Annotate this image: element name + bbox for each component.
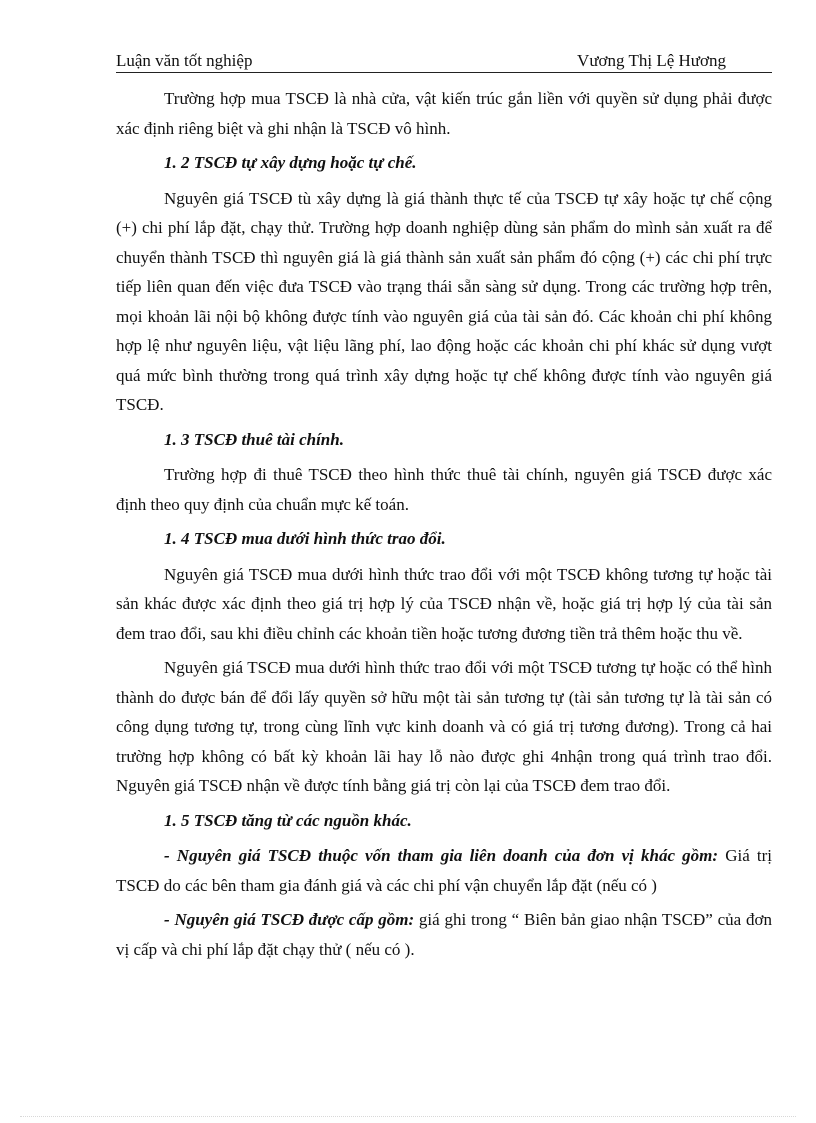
paragraph-finance-lease: Trường hợp đi thuê TSCĐ theo hình thức thuê tài chính, nguyên giá TSCĐ được xác định theo quy định của chuẩn mực kế toán. [116, 465, 772, 514]
document-body [116, 84, 772, 969]
header-author-name: Vương Thị Lệ Hương [577, 51, 726, 70]
heading-1-4: 1. 4 TSCĐ mua dưới hình thức trao đổi. [164, 529, 446, 548]
list-item-joint-venture-text: Giá trị TSCĐ do các bên tham gia đánh giá và các chi phí vận chuyển lắp đặt (nếu có ) [116, 846, 773, 895]
list-item-granted [116, 905, 772, 964]
page-header [116, 50, 772, 73]
heading-1-3: 1. 3 TSCĐ thuê tài chính. [164, 429, 344, 449]
header-thesis-label: Luận văn tốt nghiệp [116, 51, 253, 70]
page-bottom-divider [20, 1116, 796, 1118]
list-item-joint-venture-label: - Nguyên giá TSCĐ thuộc vốn tham gia liên doanh của đơn vị khác gồm: [164, 846, 719, 865]
heading-1-2: 1. 2 TSCĐ tự xây dựng hoặc tự chế. [164, 153, 417, 172]
list-item-granted-text: giá ghi trong “ Biên bản giao nhận TSCĐ” của đơn vị cấp và chi phí lắp đặt chạy thử ( nếu có ). [116, 910, 772, 959]
heading-1-5: 1. 5 TSCĐ tăng từ các nguồn khác. [164, 810, 412, 830]
list-item-joint-venture [116, 841, 772, 900]
paragraph-exchange-dissimilar: Nguyên giá TSCĐ mua dưới hình thức trao đổi với một TSCĐ không tương tự hoặc tài sản khác được xác định theo giá trị hợp lý của TSCĐ nhận về, hoặc giá trị hợp lý của tài sản đem trao đổi, sau khi điều chỉnh các khoản tiền hoặc tương đương tiền trả thêm hoặc thu về. [116, 564, 772, 643]
list-item-granted-label: - Nguyên giá TSCĐ được cấp gồm: [164, 910, 415, 929]
paragraph-exchange-similar: Nguyên giá TSCĐ mua dưới hình thức trao đổi với một TSCĐ tương tự hoặc có thể hình thành do được bán để đổi lấy quyền sở hữu một tài sản tương tự (tài sản tương tự là tài sản có công dụng tương tự, trong cùng lĩnh vực kinh doanh và có giá trị tương đương). Trong cả hai trường hợp không có bất kỳ khoản lãi hay lỗ nào được ghi 4nhận trong quá trình trao đổi. Nguyên giá TSCĐ nhận về được tính bằng giá trị còn lại của TSCĐ đem trao đổi. [116, 658, 772, 795]
paragraph-self-built: Nguyên giá TSCĐ tù xây dựng là giá thành thực tế của TSCĐ tự xây hoặc tự chế cộng (+) chi phí lắp đặt, chạy thử. Trường hợp doanh nghiệp dùng sản phẩm do mình sản xuất ra để chuyển thành TSCĐ thì nguyên giá là giá thành sản xuất sản phẩm đó cộng (+) các chi phí trực tiếp liên quan đến việc đưa TSCĐ vào trạng thái sẵn sàng sử dụng. Trong các trường hợp trên, mọi khoản lãi nội bộ không được tính vào nguyên giá của tài sản đó. Các khoản chi phí không hợp lệ như nguyên liệu, vật liệu lãng phí, lao động hoặc các khoản chi phí khác sử dụng vượt quá mức bình thường trong quá trình xây dựng hoặc tự chế không được tính vào nguyên giá TSCĐ. [116, 188, 772, 414]
paragraph-intangible-land: Trường hợp mua TSCĐ là nhà cửa, vật kiến trúc gắn liền với quyền sử dụng phải được xác định riêng biệt và ghi nhận là TSCĐ vô hình. [116, 89, 772, 138]
